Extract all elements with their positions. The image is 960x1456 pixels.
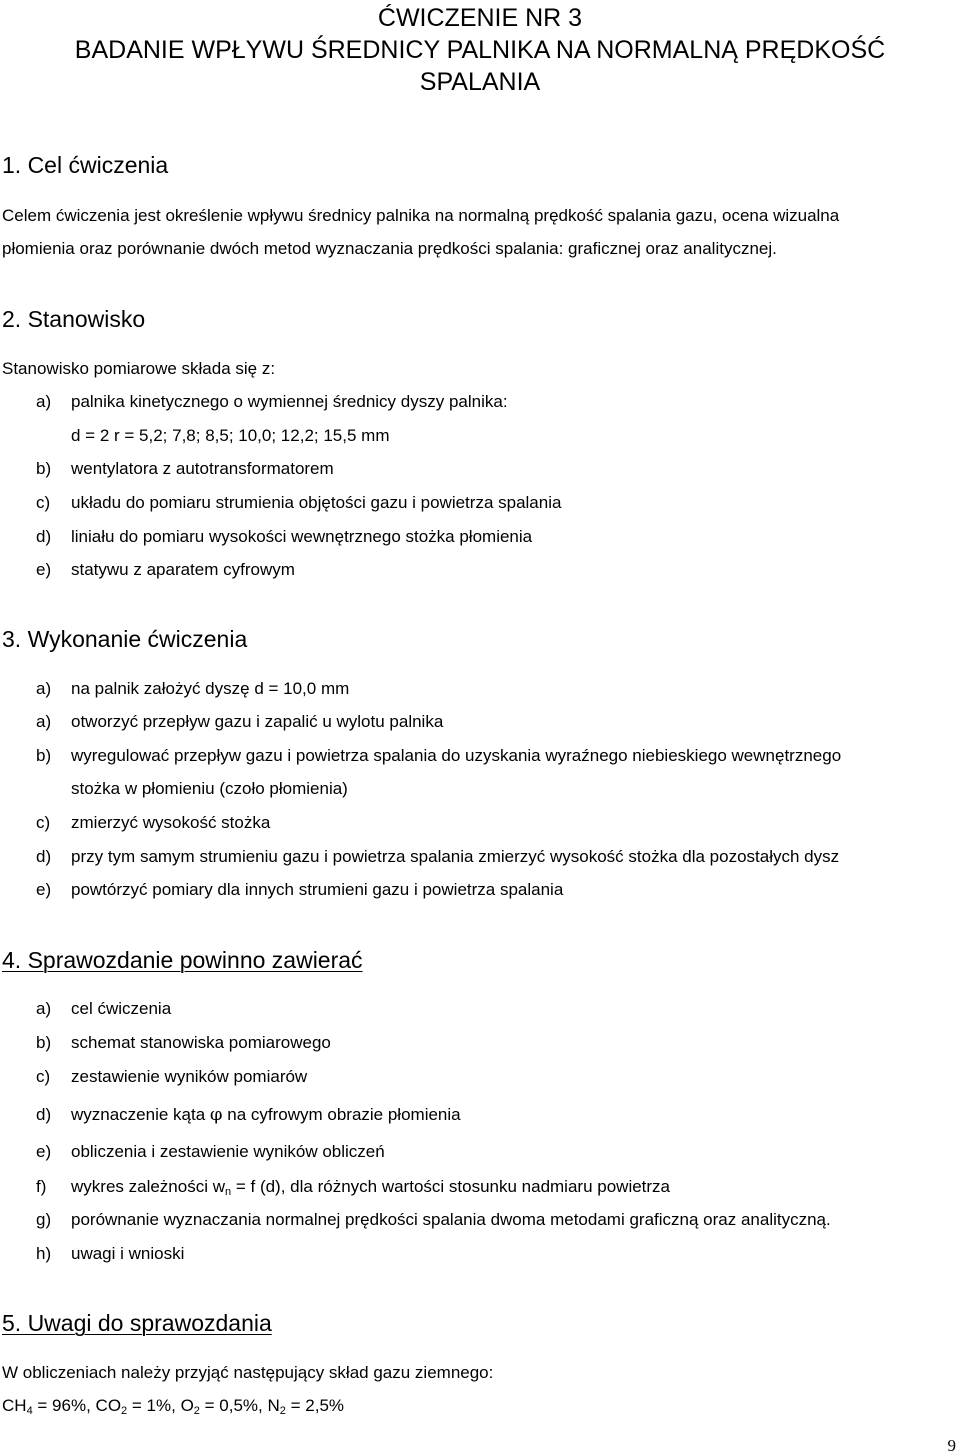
list-item-label: d) [36, 527, 52, 546]
section-2-intro: Stanowisko pomiarowe składa się z: [2, 359, 276, 378]
section-1-paragraph-line2: płomienia oraz porównanie dwóch metod wyznaczania prędkości spalania: graficznej oraz analitycznej. [2, 239, 777, 258]
text-segment: wyznaczenie kąta [71, 1105, 210, 1124]
subscript: 2 [193, 1405, 200, 1417]
list-item-label: e) [36, 880, 52, 899]
list-item-text: palnika kinetycznego o wymiennej średnicy dyszy palnika: [71, 392, 508, 411]
text-segment: = f (d), dla różnych wartości stosunku nadmiaru powietrza [231, 1177, 671, 1196]
list-item-label: b) [36, 746, 52, 765]
subscript: 2 [279, 1405, 286, 1417]
list-item-text: statywu z aparatem cyfrowym [71, 560, 295, 579]
section-5-heading: 5. Uwagi do sprawozdania [2, 1310, 272, 1336]
list-item-label: b) [36, 1033, 52, 1052]
formula-value: = 0,5%, [199, 1396, 268, 1415]
phi-symbol: φ [209, 1104, 223, 1125]
list-item-text: zmierzyć wysokość stożka [71, 813, 271, 832]
list-item-text: powtórzyć pomiary dla innych strumieni gazu i powietrza spalania [71, 880, 564, 899]
section-1-heading: 1. Cel ćwiczenia [2, 152, 169, 178]
formula-value: = 2,5% [285, 1396, 345, 1415]
list-item-text: otworzyć przepływ gazu i zapalić u wylotu palnika [71, 712, 444, 731]
formula-value: = 96%, [32, 1396, 96, 1415]
list-item-label: d) [36, 847, 52, 866]
section-3-heading: 3. Wykonanie ćwiczenia [2, 626, 248, 652]
list-item-label: c) [36, 813, 51, 832]
subscript: n [225, 1186, 232, 1198]
list-item-text: wentylatora z autotransformatorem [71, 459, 334, 478]
list-item-text: układu do pomiaru strumienia objętości gazu i powietrza spalania [71, 493, 562, 512]
formula-co2: CO [95, 1396, 122, 1415]
list-item-text: liniału do pomiaru wysokości wewnętrznego stożka płomienia [71, 527, 533, 546]
list-item-label: a) [36, 712, 52, 731]
list-item-text [71, 1104, 461, 1126]
list-item-text: uwagi i wnioski [71, 1244, 185, 1263]
list-item-label: a) [36, 392, 52, 411]
list-item-label: a) [36, 679, 52, 698]
document-title-line1: ĆWICZENIE NR 3 [377, 4, 583, 32]
section-5-intro: W obliczeniach należy przyjąć następujący skład gazu ziemnego: [2, 1363, 494, 1382]
formula-value: = 1%, [127, 1396, 181, 1415]
list-item-label: f) [36, 1177, 47, 1196]
list-item-label: c) [36, 493, 51, 512]
list-item-label: e) [36, 1142, 52, 1161]
text-segment: wykres zależności w [71, 1177, 225, 1196]
section-2-heading: 2. Stanowisko [2, 306, 146, 332]
list-item-text: na palnik założyć dyszę d = 10,0 mm [71, 679, 350, 698]
list-item-text: cel ćwiczenia [71, 999, 172, 1018]
list-item-text: stożka w płomieniu (czoło płomienia) [71, 779, 348, 798]
list-item-label: g) [36, 1210, 52, 1229]
formula-n2: N [267, 1396, 280, 1415]
list-item-text: zestawienie wyników pomiarów [71, 1067, 308, 1086]
list-item-label: a) [36, 999, 52, 1018]
list-item-label: b) [36, 459, 52, 478]
list-item-label: h) [36, 1244, 52, 1263]
list-item-label: c) [36, 1067, 51, 1086]
document-title-line3: SPALANIA [419, 68, 541, 96]
list-item-text: wyregulować przepływ gazu i powietrza spalania do uzyskania wyraźnego niebieskiego wewnętrznego [71, 746, 842, 765]
list-item-label: e) [36, 560, 52, 579]
list-item-text: przy tym samym strumieniu gazu i powietrza spalania zmierzyć wysokość stożka dla pozostałych dysz [71, 847, 840, 866]
list-item-text: obliczenia i zestawienie wyników obliczeń [71, 1142, 385, 1161]
gas-composition-formula [2, 1395, 344, 1417]
section-1-paragraph-line1: Celem ćwiczenia jest określenie wpływu średnicy palnika na normalną prędkość spalania gazu, ocena wizualna [2, 206, 840, 225]
text-segment: na cyfrowym obrazie płomienia [222, 1105, 461, 1124]
formula-ch4: CH [2, 1396, 27, 1415]
section-4-heading: 4. Sprawozdanie powinno zawierać [2, 947, 363, 973]
document-title-line2: BADANIE WPŁYWU ŚREDNICY PALNIKA NA NORMALNĄ PRĘDKOŚĆ [74, 36, 886, 64]
list-item-text: d = 2 r = 5,2; 7,8; 8,5; 10,0; 12,2; 15,5 mm [71, 426, 390, 445]
list-item-text [71, 1176, 670, 1198]
subscript: 4 [26, 1405, 33, 1417]
formula-o2: O [180, 1396, 194, 1415]
page-number: 9 [947, 1436, 956, 1455]
list-item-text: schemat stanowiska pomiarowego [71, 1033, 331, 1052]
subscript: 2 [121, 1405, 128, 1417]
list-item-label: d) [36, 1105, 52, 1124]
list-item-text: porównanie wyznaczania normalnej prędkości spalania dwoma metodami graficzną oraz analityczną. [71, 1210, 831, 1229]
